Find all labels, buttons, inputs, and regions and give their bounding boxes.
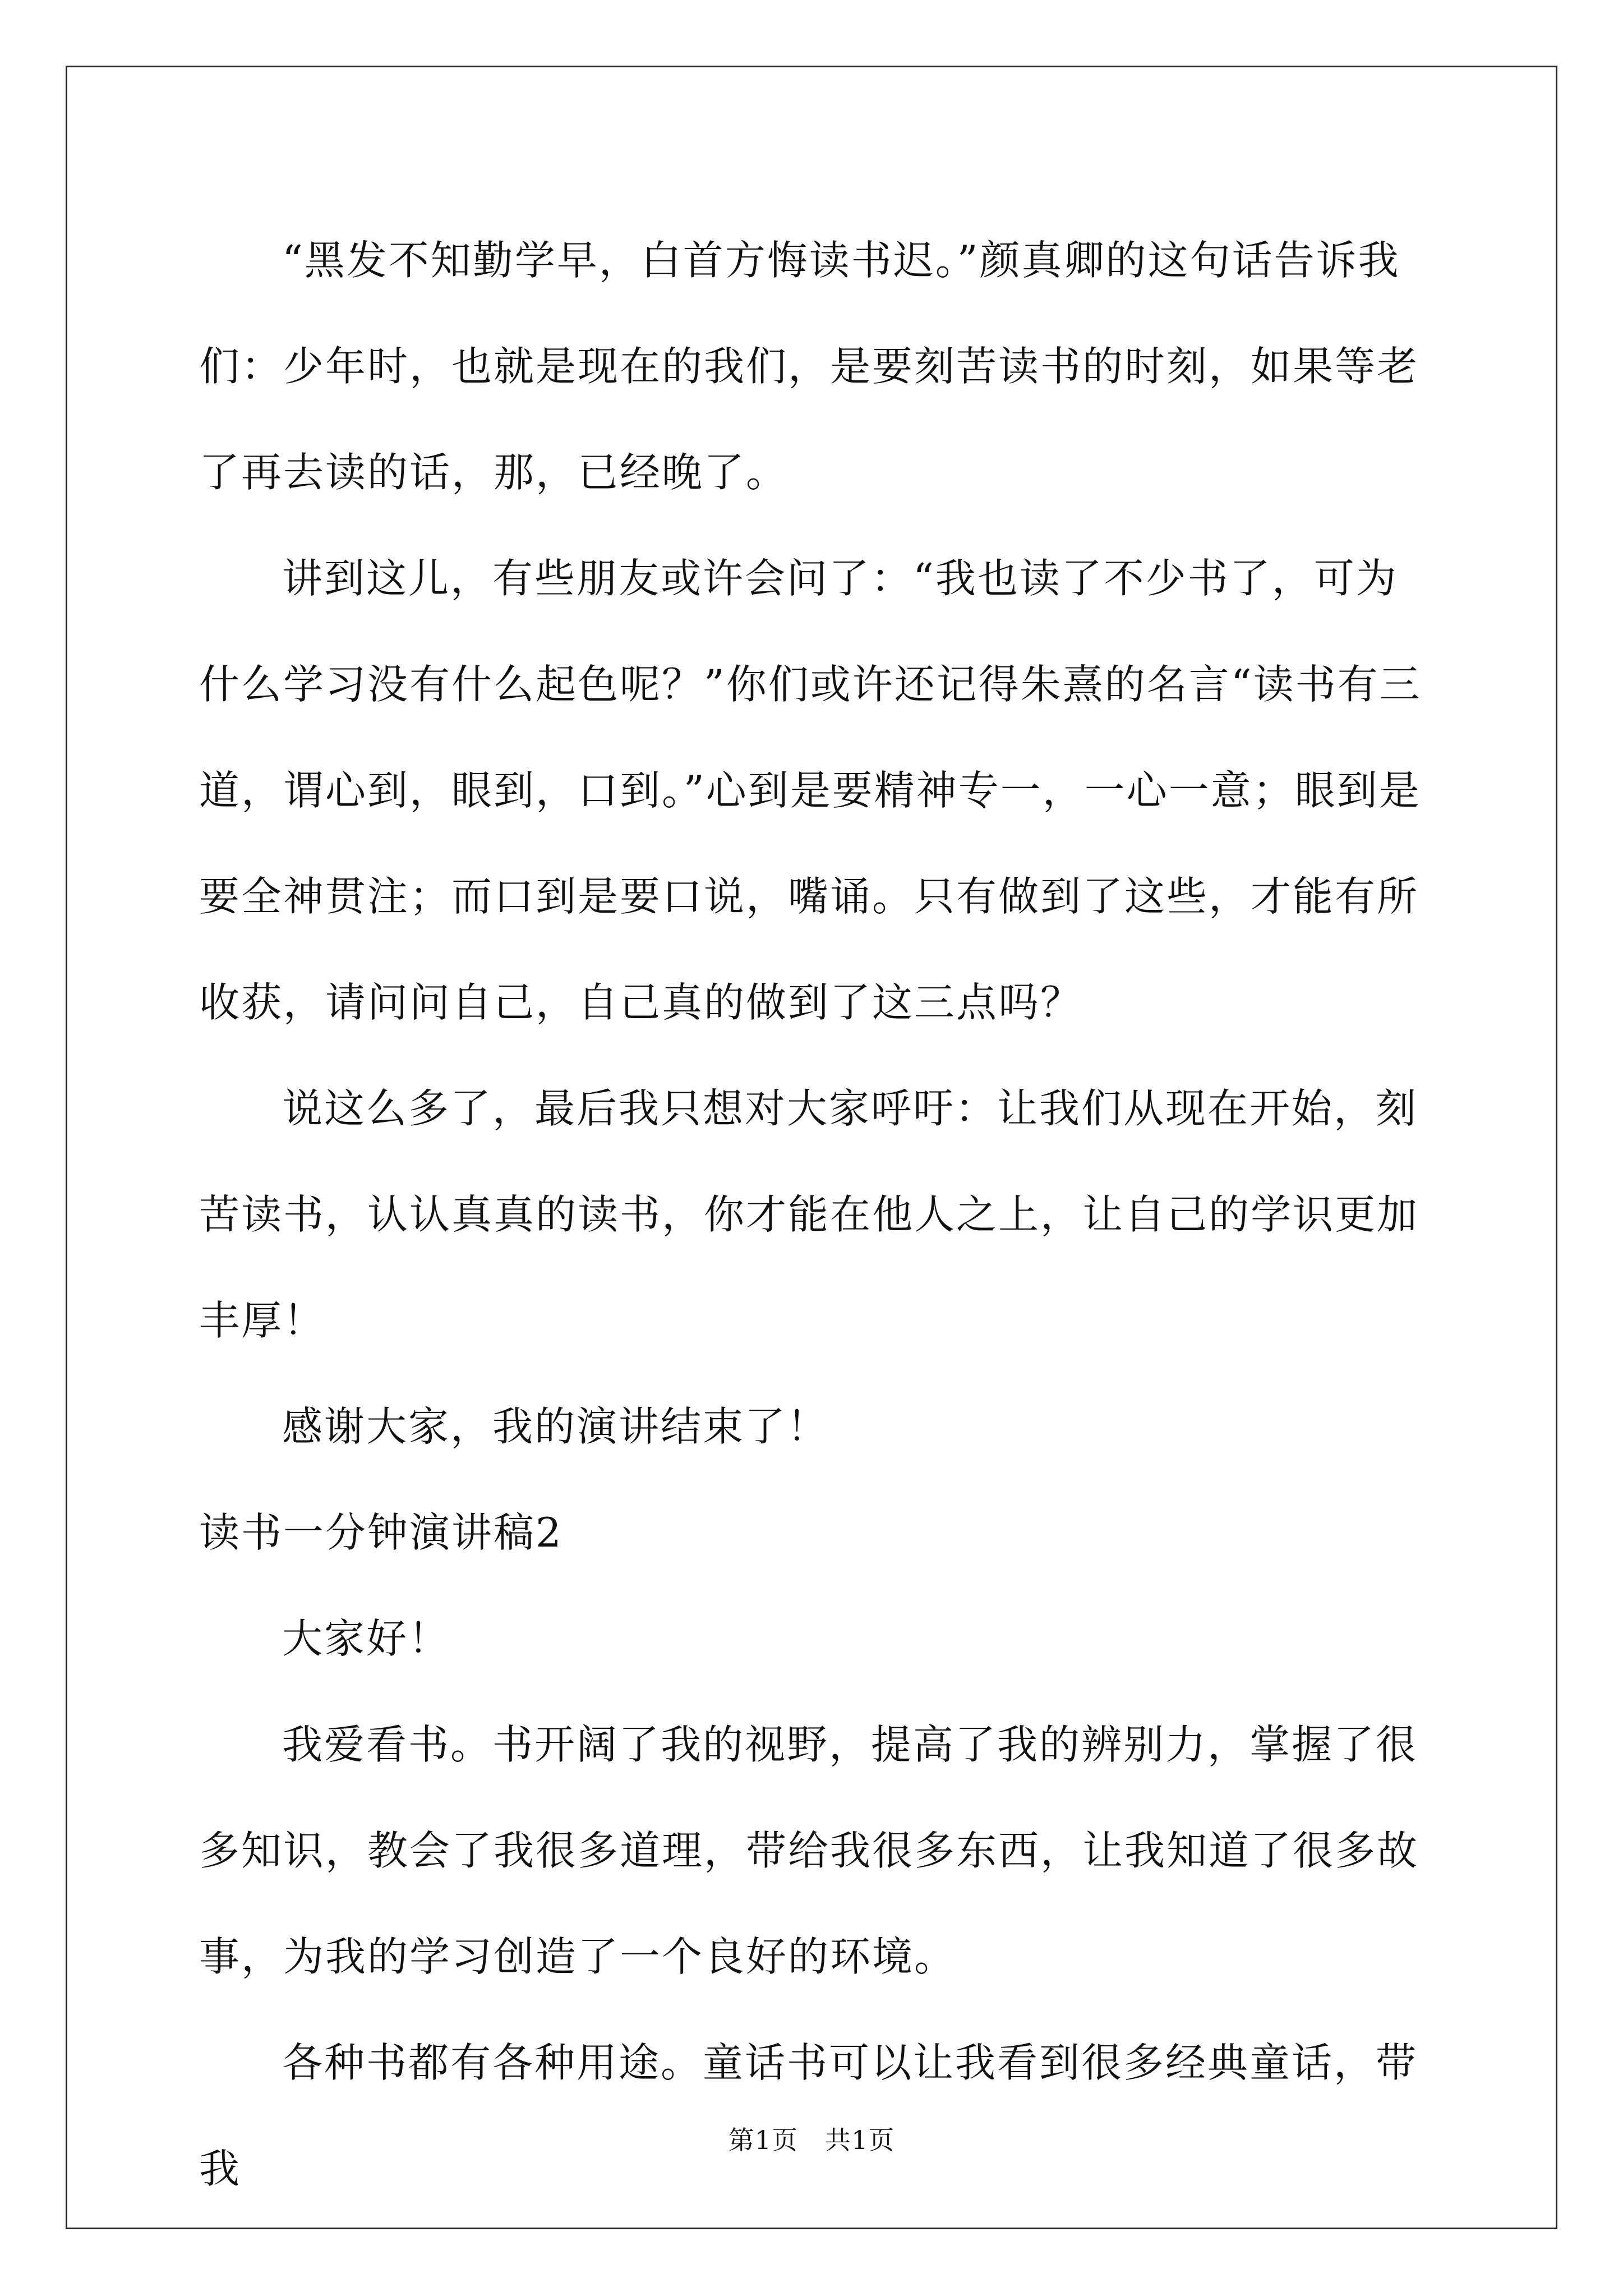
paragraph-2: 讲到这儿，有些朋友或许会问了：“我也读了不少书了，可为什么学习没有什么起色呢？”你们或许还记得朱熹的名言“读书有三道，谓心到，眼到，口到。”心到是要精神专一，一心一意；眼到是要全神贯注；而口到是要口说，嘴诵。只有做到了这些，才能有所收获，请问问自己，自己真的做到了这三点吗？ [199, 555, 1422, 1026]
section-paragraph-2: 我爱看书。书开阔了我的视野，提高了我的辨别力，掌握了很多知识，教会了我很多道理，带给我很多东西，让我知道了很多故事，为我的学习创造了一个良好的环境。 [199, 1721, 1419, 1980]
paragraph-4: 感谢大家，我的演讲结束了！ [282, 1403, 829, 1450]
section-title: 读书一分钟演讲稿2 [199, 1509, 563, 1556]
paragraph-3: 说这么多了，最后我只想对大家呼吁：让我们从现在开始，刻苦读书，认认真真的读书，你才能在他人之上，让自己的学识更加丰厚！ [199, 1085, 1419, 1344]
section-paragraph-1: 大家好！ [282, 1615, 451, 1662]
page-footer [0, 2123, 1623, 2157]
page-total: 共1页 [825, 2125, 895, 2155]
section-paragraph-3: 各种书都有各种用途。童话书可以让我看到很多经典童话，带我 [199, 2039, 1418, 2192]
document-body [199, 208, 1438, 2222]
page-number: 第1页 [728, 2125, 798, 2155]
paragraph-1: “黑发不知勤学早，白首方悔读书迟。”颜真卿的这句话告诉我们：少年时，也就是现在的我们，是要刻苦读书的时刻，如果等老了再去读的话，那，已经晚了。 [199, 237, 1419, 496]
